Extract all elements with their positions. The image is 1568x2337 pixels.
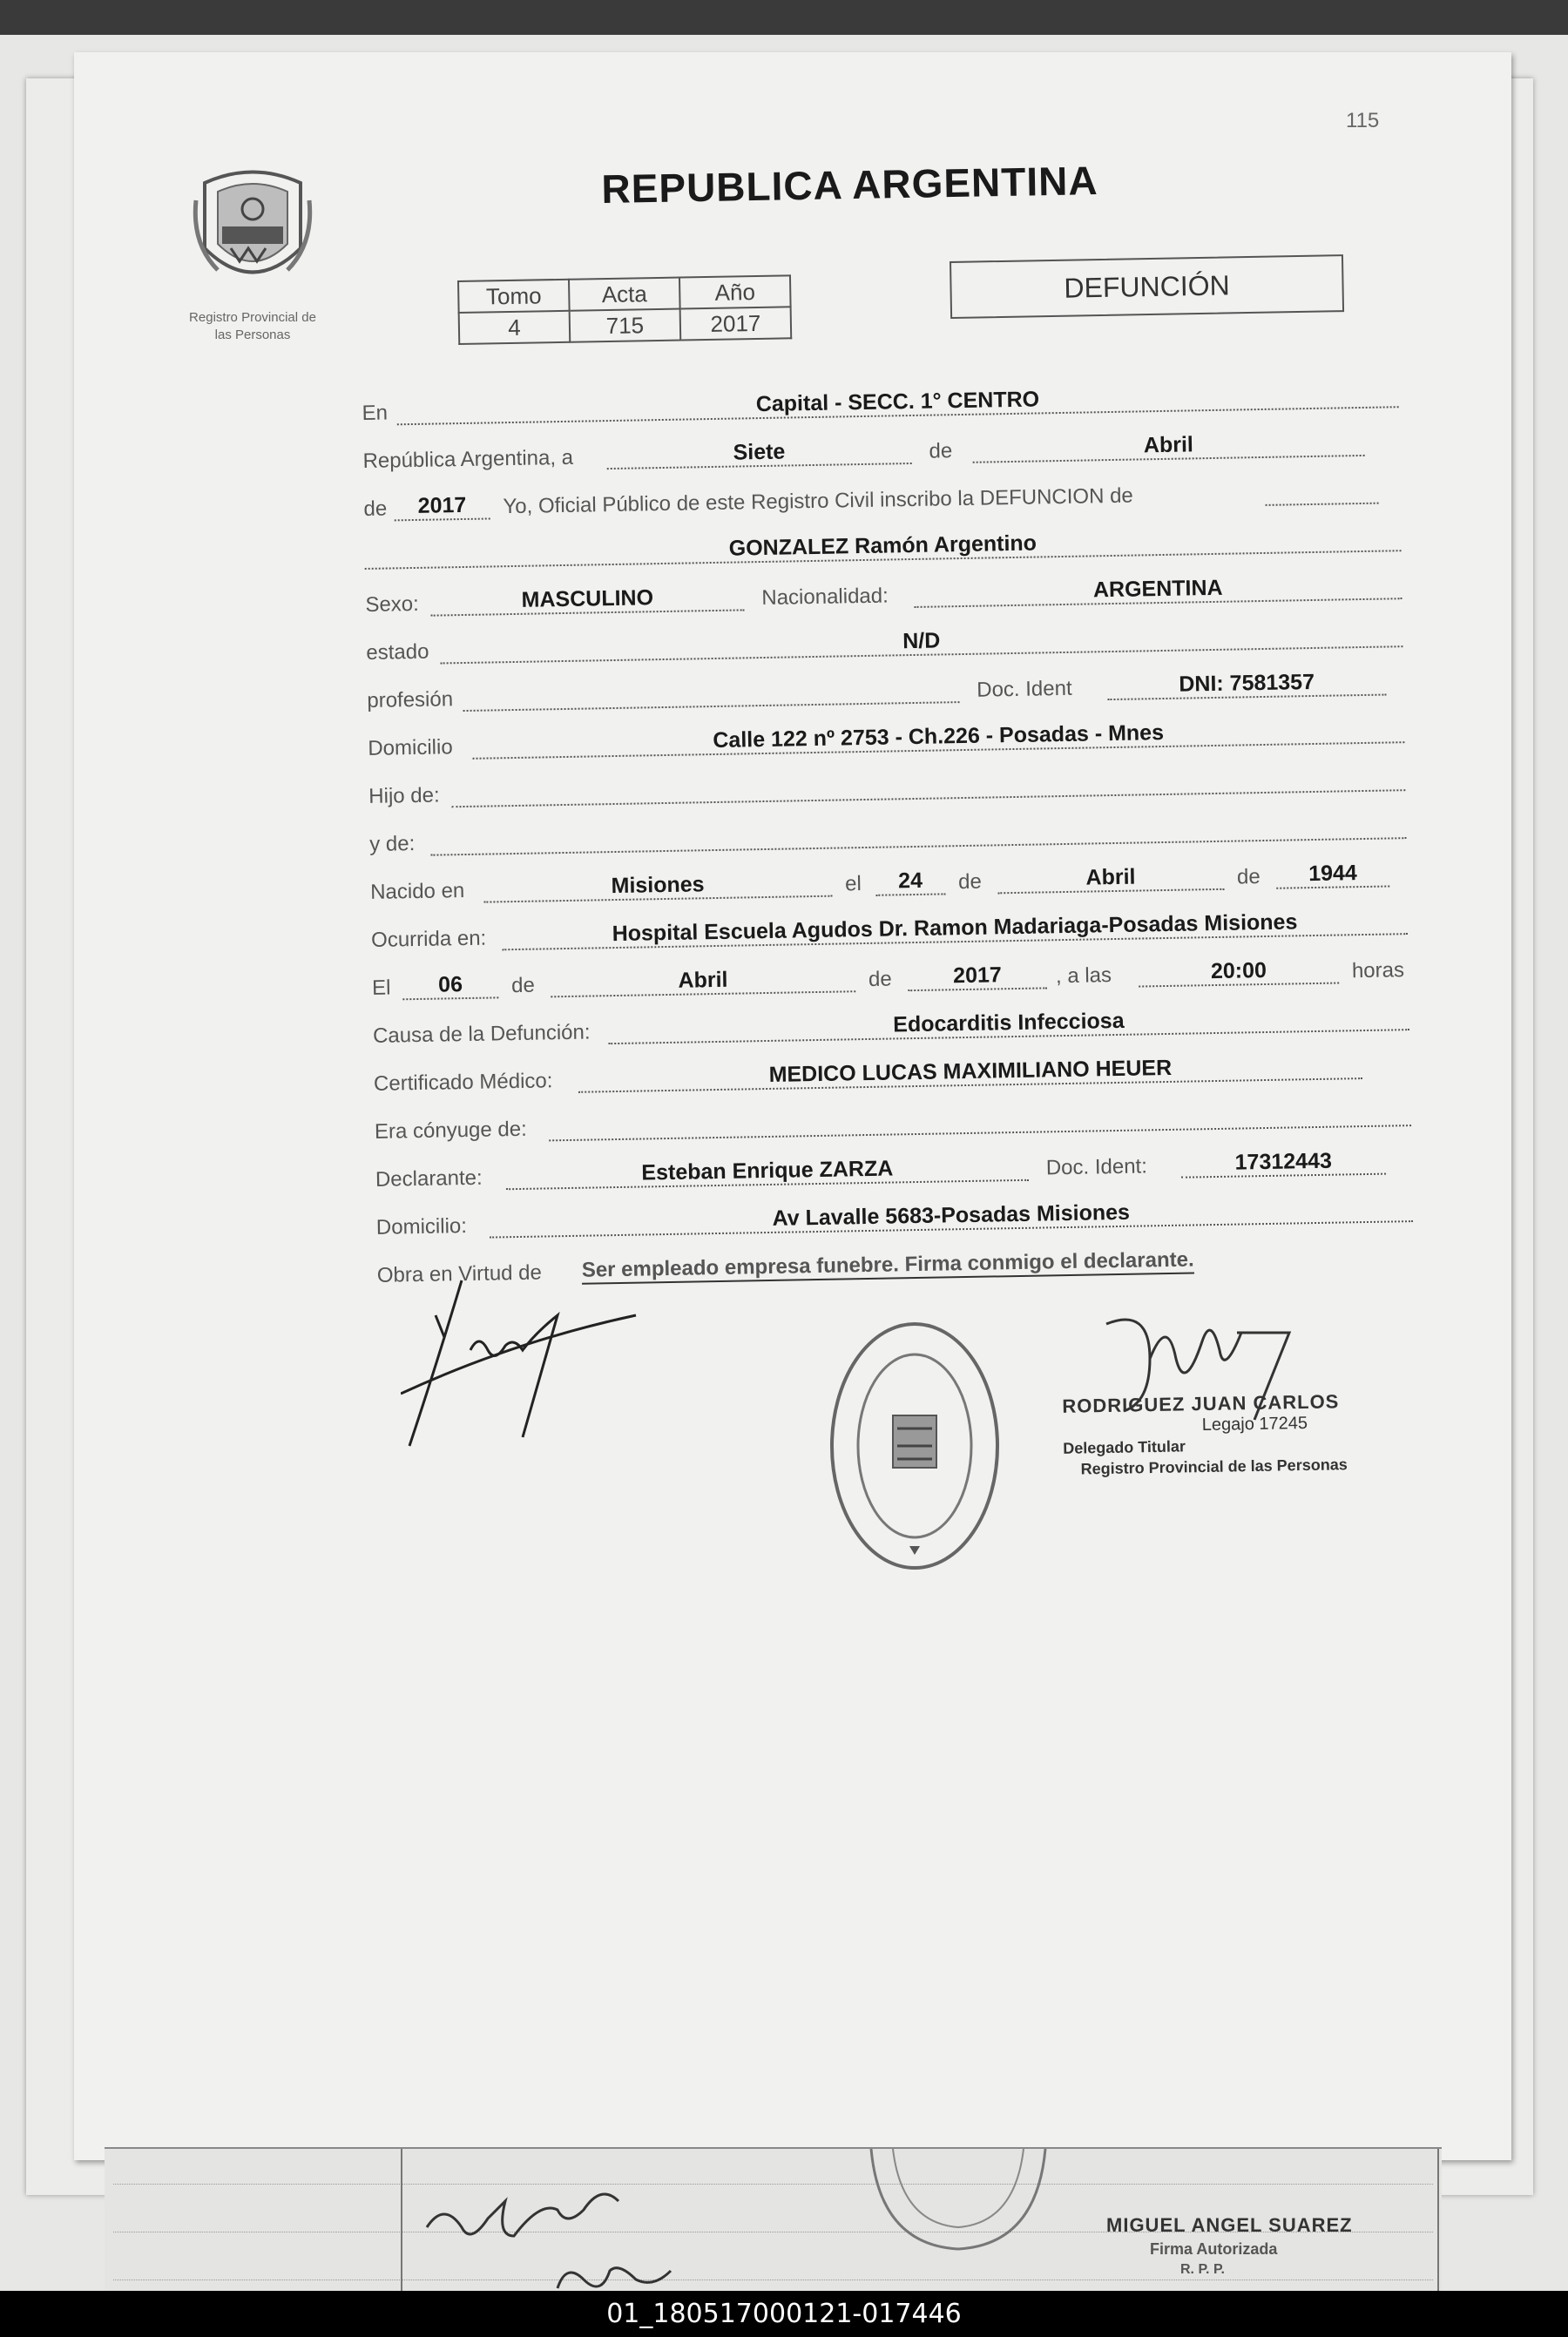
field-nacionalidad: ARGENTINA: [914, 571, 1402, 608]
label-en: En: [362, 401, 389, 425]
label-certificado: Certificado Médico:: [373, 1069, 553, 1096]
label-domicilio: Domicilio: [368, 735, 453, 760]
field-nacido-dia: 24: [875, 867, 946, 895]
label-estado: estado: [366, 639, 429, 665]
field-yo-blank: [1265, 476, 1379, 506]
field-deceased-name: GONZALEZ Ramón Argentino: [364, 523, 1401, 570]
field-day: Siete: [606, 436, 912, 469]
page-number: 115: [1346, 109, 1380, 132]
label-conyuge: Era cónyuge de:: [374, 1117, 528, 1144]
field-ocurrida: Hospital Escuela Agudos Dr. Ramon Madariaga-Posadas Misiones: [502, 907, 1408, 950]
field-month: Abril: [972, 429, 1364, 463]
official-role: Delegado Titular: [1063, 1437, 1186, 1457]
bottom-stamp-role: Firma Autorizada: [1150, 2240, 1278, 2258]
label-nacionalidad: Nacionalidad:: [761, 584, 889, 611]
official-seal: [828, 1315, 1002, 1577]
official-stamp: [1062, 1391, 1348, 1480]
field-year: 2017: [394, 491, 490, 521]
field-nacido-anio: 1944: [1276, 859, 1390, 888]
table-header-tomo: Tomo: [458, 280, 570, 313]
certificate-form: [362, 365, 1423, 1293]
field-muerte-hora: 20:00: [1139, 956, 1340, 988]
label-nacido: Nacido en: [369, 879, 465, 904]
label-de-5: de: [510, 973, 536, 998]
field-sexo: MASCULINO: [430, 583, 745, 616]
provincial-coat-of-arms-icon: [192, 165, 314, 296]
label-de-3: de: [957, 869, 983, 895]
bottom-stamp-name: MIGUEL ANGEL SUAREZ: [1106, 2214, 1353, 2236]
label-yde: y de:: [369, 832, 416, 856]
label-El: El: [371, 976, 391, 1000]
field-en: Capital - SECC. 1° CENTRO: [396, 380, 1398, 425]
official-name: RODRIGUEZ JUAN CARLOS: [1062, 1390, 1340, 1417]
field-nacido-lugar: Misiones: [483, 869, 832, 903]
label-a-las: , a las: [1055, 963, 1112, 989]
label-sexo: Sexo:: [365, 591, 420, 617]
label-de-4: de: [1236, 865, 1260, 889]
field-doc-ident: DNI: 7581357: [1107, 668, 1387, 701]
file-id-bar: 01_180517000121-017446: [0, 2291, 1568, 2337]
tomo-acta-anio-table: [457, 274, 792, 345]
label-de-2: de: [363, 496, 388, 521]
table-value-tomo: 4: [459, 311, 571, 344]
label-el: el: [844, 872, 862, 896]
label-ocurrida: Ocurrida en:: [370, 926, 487, 952]
field-doc-ident-2: 17312443: [1181, 1147, 1387, 1179]
label-causa: Causa de la Defunción:: [372, 1020, 591, 1048]
field-certificado: MEDICO LUCAS MAXIMILIANO HEUER: [578, 1051, 1362, 1093]
field-estado: N/D: [440, 619, 1402, 664]
label-de-6: de: [868, 967, 892, 991]
label-profesion: profesión: [367, 687, 454, 713]
page-title: REPUBLICA ARGENTINA: [601, 158, 1098, 212]
label-horas: horas: [1351, 958, 1405, 983]
table-value-anio: 2017: [680, 307, 792, 340]
label-hijo: Hijo de:: [368, 783, 440, 808]
record-type-box: DEFUNCIÓN: [950, 254, 1344, 319]
field-causa: Edocarditis Infecciosa: [608, 1003, 1409, 1044]
field-nacido-mes: Abril: [997, 862, 1225, 895]
table-value-acta: 715: [570, 309, 681, 342]
declarant-signature: [401, 1263, 645, 1463]
label-republica: República Argentina, a: [362, 445, 574, 473]
field-obra: Ser empleado empresa funebre. Firma conmigo el declarante.: [582, 1247, 1194, 1284]
field-profesion: [463, 675, 959, 712]
label-declarante: Declarante:: [375, 1165, 483, 1192]
bottom-seal: [854, 2149, 1063, 2253]
field-muerte-dia: 06: [402, 970, 499, 1000]
table-header-anio: Año: [679, 275, 791, 308]
text-yo-oficial: Yo, Oficial Público de este Registro Civil inscribo la DEFUNCION de: [503, 483, 1134, 519]
label-domicilio-2: Domicilio:: [375, 1214, 468, 1239]
official-legajo: Legajo 17245: [1201, 1413, 1308, 1435]
label-doc-ident: Doc. Ident: [977, 676, 1072, 702]
field-muerte-anio: 2017: [908, 961, 1048, 991]
field-declarante: Esteban Enrique ZARZA: [506, 1153, 1029, 1190]
field-domicilio: Calle 122 nº 2753 - Ch.226 - Posadas - Mnes: [472, 715, 1404, 760]
label-de-1: de: [929, 439, 953, 463]
field-muerte-mes: Abril: [551, 964, 856, 997]
bottom-stamp-office: R. P. P.: [1180, 2262, 1225, 2277]
label-obra: Obra en Virtud de: [376, 1260, 543, 1287]
official-office: Registro Provincial de las Personas: [1080, 1456, 1348, 1478]
table-header-acta: Acta: [569, 278, 680, 311]
label-doc-ident-2: Doc. Ident:: [1045, 1154, 1148, 1180]
field-domicilio-2: Av Lavalle 5683-Posadas Misiones: [490, 1194, 1413, 1238]
logo-caption: Registro Provincial de las Personas: [189, 310, 316, 342]
